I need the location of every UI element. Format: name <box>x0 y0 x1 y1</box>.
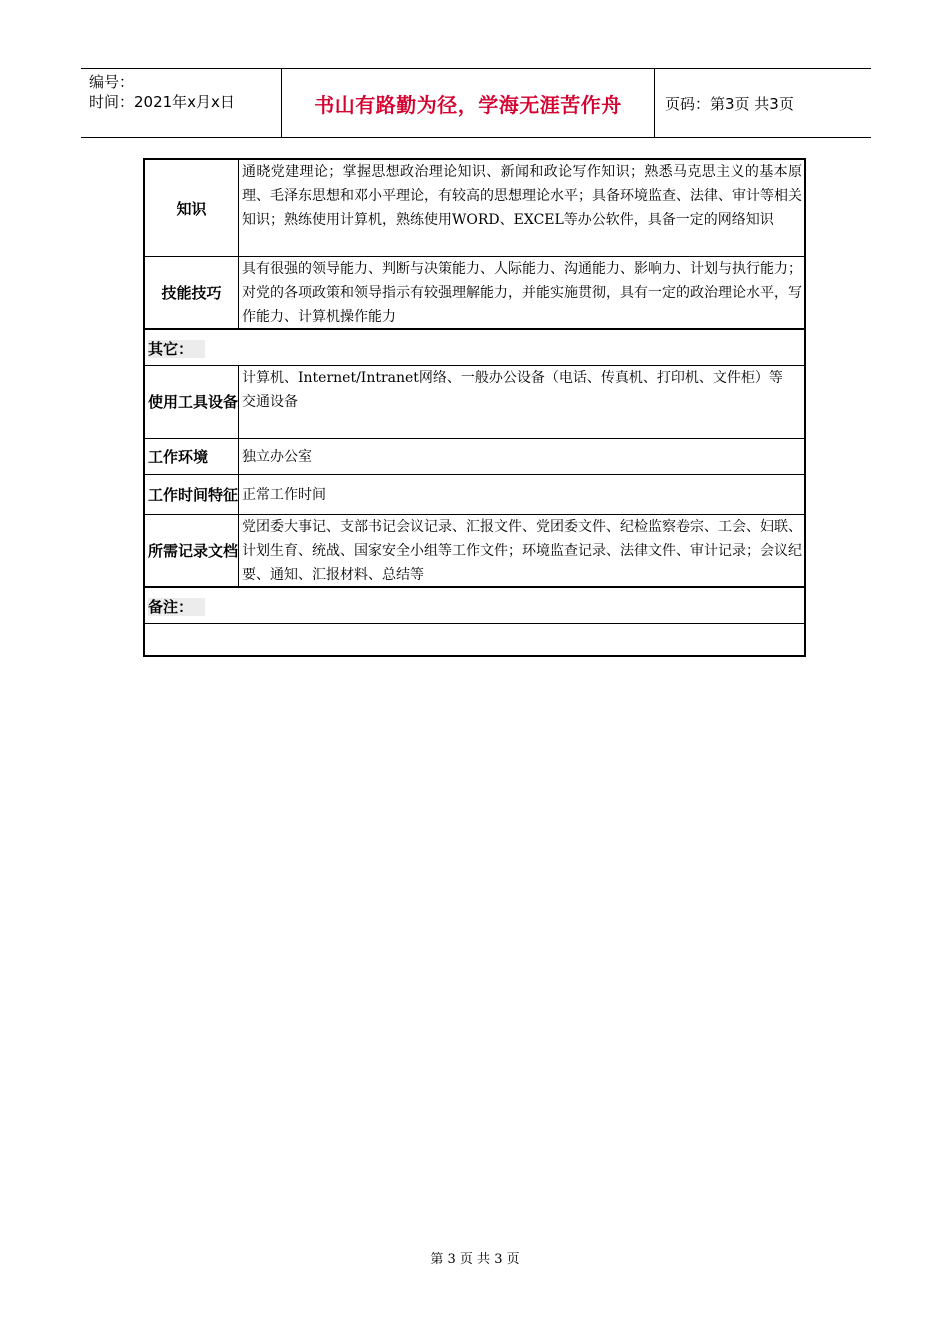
notes-text <box>145 624 804 655</box>
tools-text-line-2: 交通设备 <box>242 394 298 410</box>
header-meta-cell <box>81 69 282 137</box>
tools-label: 使用工具设备 <box>145 366 239 438</box>
job-description-table <box>143 158 806 657</box>
table-row-environment <box>145 439 804 475</box>
knowledge-text: 通晓党建理论；掌握思想政治理论知识、新闻和政论写作知识；熟悉马克思主义的基本原理、毛泽东思想和邓小平理论，有较高的思想理论水平；具备环境监查、法律、审计等相关知识；熟练使用计算机，熟练使用WORD、EXCEL等办公软件，具备一定的网络知识 <box>242 164 802 228</box>
environment-label: 工作环境 <box>145 439 239 474</box>
work-time-label: 工作时间特征 <box>145 475 239 514</box>
table-row-knowledge <box>145 160 804 257</box>
documents-text: 党团委大事记、支部书记会议记录、汇报文件、党团委文件、纪检监察卷宗、工会、妇联、计划生育、统战、国家安全小组等工作文件；环境监查记录、法律文件、审计记录；会议纪要、通知、汇报材料、总结等 <box>242 519 802 583</box>
skills-text: 具有很强的领导能力、判断与决策能力、人际能力、沟通能力、影响力、计划与执行能力；对党的各项政策和领导指示有较强理解能力，并能实施贯彻，具有一定的政治理论水平，写作能力、计算机操作能力 <box>242 261 802 325</box>
table-row-tools <box>145 366 804 439</box>
notes-section-heading: 备注： <box>148 596 205 617</box>
tools-text-line-1: 计算机、Internet/Intranet网络、一般办公设备（电话、传真机、打印机、文件柜）等 <box>242 370 783 386</box>
header-motto-cell <box>282 69 655 137</box>
tools-text <box>240 366 804 438</box>
skills-label: 技能技巧 <box>145 257 239 328</box>
document-code-label: 编号： <box>89 73 135 91</box>
documents-label: 所需记录文档 <box>145 515 239 586</box>
environment-text: 独立办公室 <box>242 448 312 465</box>
other-section-heading: 其它： <box>148 338 205 359</box>
document-date-label: 时间：2021年x月x日 <box>89 93 235 111</box>
header-page-cell <box>655 69 871 137</box>
table-row-documents <box>145 515 804 588</box>
header-motto: 书山有路勤为径，学海无涯苦作舟 <box>314 92 622 117</box>
table-row-other-section <box>145 330 804 366</box>
page-header <box>81 68 871 138</box>
table-row-work-time <box>145 475 804 515</box>
table-row-skills <box>145 257 804 330</box>
table-row-notes-content <box>145 624 804 655</box>
page-footer: 第 3 页 共 3 页 <box>430 1252 520 1267</box>
header-page-info: 页码：第3页 共3页 <box>665 94 794 113</box>
work-time-text: 正常工作时间 <box>242 486 326 503</box>
table-row-notes-section <box>145 588 804 624</box>
knowledge-label: 知识 <box>145 160 239 256</box>
